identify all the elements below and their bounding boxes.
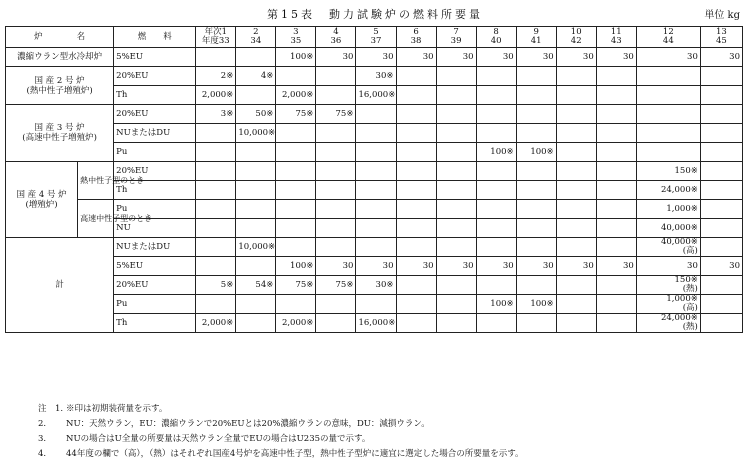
value-cell xyxy=(396,162,436,181)
value-cell xyxy=(316,143,356,162)
value-cell xyxy=(556,181,596,200)
value-cell: 30 xyxy=(636,48,700,67)
value-cell xyxy=(596,162,636,181)
value-cell xyxy=(556,143,596,162)
fiscal-year-label: 37 xyxy=(370,36,382,46)
value-cell xyxy=(476,219,516,238)
value-cell xyxy=(436,200,476,219)
value-cell xyxy=(276,124,316,143)
value-cell xyxy=(516,238,556,257)
value-cell xyxy=(596,295,636,314)
total-row xyxy=(6,276,743,295)
value-cell xyxy=(316,295,356,314)
value-cell xyxy=(236,200,276,219)
value-cell xyxy=(436,124,476,143)
year-header xyxy=(436,27,476,48)
value-cell xyxy=(316,181,356,200)
value-cell: 30 xyxy=(356,48,396,67)
fuel-cell: 5%EU xyxy=(114,48,196,67)
value-cell xyxy=(236,143,276,162)
note-number: 3. xyxy=(38,434,47,444)
note-text: ※印は初期装荷量を示す。 xyxy=(66,404,168,414)
value-cell: 2,000※ xyxy=(196,314,236,333)
value-cell xyxy=(516,86,556,105)
value-cell xyxy=(356,162,396,181)
value-cell: 100※ xyxy=(476,143,516,162)
value-cell xyxy=(516,314,556,333)
value-cell xyxy=(556,238,596,257)
value-cell: 30 xyxy=(700,48,742,67)
value-cell xyxy=(556,124,596,143)
value-cell: 100※ xyxy=(276,257,316,276)
value-cell: 75※ xyxy=(316,105,356,124)
value-cell xyxy=(700,67,742,86)
value-cell xyxy=(436,181,476,200)
year-header xyxy=(556,27,596,48)
value-cell xyxy=(436,238,476,257)
value-cell xyxy=(436,67,476,86)
value-cell: 75※ xyxy=(316,276,356,295)
year-header xyxy=(476,27,516,48)
table-row xyxy=(6,200,743,219)
year-header xyxy=(700,27,742,48)
fuel-cell: 5%EU xyxy=(114,257,196,276)
fuel-cell: 20%EU xyxy=(114,162,196,181)
fiscal-year-label: 年度33 xyxy=(201,36,230,46)
value-cell: 5※ xyxy=(196,276,236,295)
total-row xyxy=(6,314,743,333)
value-cell xyxy=(516,219,556,238)
value-cell: 30 xyxy=(596,257,636,276)
year-header xyxy=(596,27,636,48)
fuel-cell: Th xyxy=(114,314,196,333)
value-cell xyxy=(700,219,742,238)
value-cell: 30 xyxy=(556,257,596,276)
value-cell xyxy=(196,200,236,219)
value-cell xyxy=(196,124,236,143)
value-cell xyxy=(196,162,236,181)
value-cell xyxy=(196,181,236,200)
note-line xyxy=(38,402,524,417)
value-cell xyxy=(356,105,396,124)
fuel-cell: NU xyxy=(114,219,196,238)
value-cell xyxy=(700,105,742,124)
total-label: 計 xyxy=(6,238,114,333)
value-cell xyxy=(516,162,556,181)
table-row xyxy=(6,124,743,143)
fiscal-year-label: 36 xyxy=(330,36,342,46)
note-number: 4. xyxy=(38,449,47,459)
year-label: 12 xyxy=(662,27,674,37)
value-cell xyxy=(436,143,476,162)
value-cell xyxy=(436,105,476,124)
value-cell xyxy=(596,238,636,257)
value-cell xyxy=(596,67,636,86)
value-cell xyxy=(636,124,700,143)
note-text: NU：天然ウラン，EU：濃縮ウランで20%EUとは20%濃縮ウランの意味，DU：減損ウラン。 xyxy=(66,419,430,429)
value-cell: 40,000※ (高) xyxy=(636,238,700,257)
value-cell xyxy=(316,314,356,333)
value-cell xyxy=(700,276,742,295)
value-cell xyxy=(556,105,596,124)
fiscal-year-label: 45 xyxy=(716,36,727,46)
value-cell: 24,000※ (熱) xyxy=(636,314,700,333)
value-cell xyxy=(396,105,436,124)
year-header xyxy=(396,27,436,48)
value-cell xyxy=(596,181,636,200)
value-cell xyxy=(476,276,516,295)
total-row xyxy=(6,257,743,276)
year-label: 13 xyxy=(716,27,727,37)
note-text: 44年度の欄で（高），（熱）はそれぞれ国産4号炉を高速中性子型，熱中性子型炉に適宜に選定した場合の所要量を示す。 xyxy=(66,449,524,459)
year-header xyxy=(516,27,556,48)
table-title: 第15表 動力試験炉の燃料所要量 xyxy=(267,8,483,21)
value-cell xyxy=(276,162,316,181)
value-cell xyxy=(596,314,636,333)
notes xyxy=(38,402,524,462)
value-cell: 16,000※ xyxy=(356,314,396,333)
value-cell xyxy=(476,105,516,124)
value-cell: 30 xyxy=(636,257,700,276)
value-cell: 30※ xyxy=(356,276,396,295)
fuel-cell: Pu xyxy=(114,295,196,314)
value-cell xyxy=(636,143,700,162)
value-cell xyxy=(396,314,436,333)
fiscal-year-label: 38 xyxy=(410,36,422,46)
value-cell xyxy=(396,143,436,162)
value-cell xyxy=(596,105,636,124)
value-cell xyxy=(436,86,476,105)
value-cell: 30 xyxy=(436,48,476,67)
year-label: 10 xyxy=(570,27,582,37)
fiscal-year-label: 35 xyxy=(290,36,302,46)
value-cell xyxy=(396,124,436,143)
value-cell: 2,000※ xyxy=(276,86,316,105)
value-cell xyxy=(356,200,396,219)
value-cell xyxy=(596,86,636,105)
note-line xyxy=(38,417,524,432)
value-cell: 2,000※ xyxy=(276,314,316,333)
reactor-name: 国 産 3 号 炉 (高速中性子増殖炉) xyxy=(6,105,114,162)
fuel-cell: Th xyxy=(114,181,196,200)
year-header xyxy=(356,27,396,48)
year-header xyxy=(636,27,700,48)
value-cell xyxy=(556,219,596,238)
value-cell xyxy=(700,200,742,219)
value-cell xyxy=(276,200,316,219)
value-cell: 30 xyxy=(516,48,556,67)
value-cell xyxy=(356,181,396,200)
value-cell xyxy=(276,181,316,200)
value-cell: 100※ xyxy=(476,295,516,314)
value-cell xyxy=(276,67,316,86)
table-row xyxy=(6,86,743,105)
value-cell xyxy=(476,200,516,219)
value-cell xyxy=(196,219,236,238)
fiscal-year-label: 40 xyxy=(490,36,502,46)
value-cell: 30 xyxy=(356,257,396,276)
value-cell xyxy=(516,276,556,295)
value-cell xyxy=(556,295,596,314)
value-cell: 30 xyxy=(316,48,356,67)
value-cell xyxy=(700,314,742,333)
value-cell xyxy=(476,67,516,86)
fiscal-year-label: 43 xyxy=(610,36,622,46)
value-cell xyxy=(196,238,236,257)
value-cell: 30 xyxy=(436,257,476,276)
thermal-type-label: 熱中性子型のとき xyxy=(78,162,114,200)
value-cell xyxy=(700,181,742,200)
value-cell: 30 xyxy=(396,48,436,67)
value-cell xyxy=(236,219,276,238)
value-cell xyxy=(316,238,356,257)
value-cell xyxy=(596,143,636,162)
value-cell: 100※ xyxy=(276,48,316,67)
value-cell: 150※ xyxy=(636,162,700,181)
value-cell xyxy=(236,86,276,105)
value-cell xyxy=(556,86,596,105)
value-cell xyxy=(516,200,556,219)
fiscal-year-label: 34 xyxy=(250,36,262,46)
value-cell xyxy=(236,181,276,200)
value-cell xyxy=(196,48,236,67)
year-header xyxy=(236,27,276,48)
value-cell xyxy=(196,143,236,162)
year-label: 2 xyxy=(253,27,259,37)
fuel-cell: NUまたはDU xyxy=(114,238,196,257)
value-cell xyxy=(636,86,700,105)
value-cell xyxy=(396,67,436,86)
fiscal-year-label: 42 xyxy=(570,36,582,46)
fuel-cell: 20%EU xyxy=(114,276,196,295)
value-cell: 30 xyxy=(596,48,636,67)
value-cell: 50※ xyxy=(236,105,276,124)
reactor-header: 炉 名 xyxy=(6,27,114,48)
value-cell: 10,000※ xyxy=(236,124,276,143)
value-cell: 30 xyxy=(556,48,596,67)
value-cell xyxy=(276,295,316,314)
note-text: NUの場合はU全量の所要量は天然ウラン全量でEUの場合はU235の量で示す。 xyxy=(66,434,371,444)
value-cell xyxy=(476,181,516,200)
value-cell: 75※ xyxy=(276,276,316,295)
value-cell xyxy=(596,219,636,238)
value-cell xyxy=(356,143,396,162)
value-cell xyxy=(476,162,516,181)
value-cell: 30 xyxy=(476,257,516,276)
value-cell xyxy=(700,238,742,257)
value-cell xyxy=(556,314,596,333)
year-label: 3 xyxy=(293,27,299,37)
fiscal-year-label: 41 xyxy=(530,36,542,46)
value-cell xyxy=(356,238,396,257)
year-header xyxy=(316,27,356,48)
reactor-name: 濃縮ウラン型水冷却炉 xyxy=(6,48,114,67)
value-cell xyxy=(476,314,516,333)
value-cell: 2,000※ xyxy=(196,86,236,105)
value-cell xyxy=(356,219,396,238)
value-cell xyxy=(436,219,476,238)
value-cell xyxy=(316,86,356,105)
value-cell xyxy=(236,295,276,314)
table-row xyxy=(6,67,743,86)
value-cell: 100※ xyxy=(516,295,556,314)
note-line xyxy=(38,432,524,447)
value-cell: 30 xyxy=(476,48,516,67)
value-cell: 16,000※ xyxy=(356,86,396,105)
note-line xyxy=(38,447,524,462)
value-cell xyxy=(700,295,742,314)
value-cell xyxy=(476,86,516,105)
value-cell xyxy=(356,295,396,314)
fuel-header: 燃 料 xyxy=(114,27,196,48)
value-cell xyxy=(556,276,596,295)
value-cell xyxy=(396,86,436,105)
note-number: 2. xyxy=(38,419,47,429)
value-cell: 30 xyxy=(396,257,436,276)
value-cell: 30 xyxy=(700,257,742,276)
value-cell xyxy=(316,200,356,219)
value-cell xyxy=(276,219,316,238)
value-cell xyxy=(236,48,276,67)
value-cell xyxy=(396,276,436,295)
value-cell xyxy=(476,238,516,257)
value-cell: 10,000※ xyxy=(236,238,276,257)
table-row xyxy=(6,48,743,67)
value-cell xyxy=(556,67,596,86)
total-row xyxy=(6,295,743,314)
year-header xyxy=(276,27,316,48)
reactor-name: 国 産 4 号 炉 (増殖炉) xyxy=(6,162,78,238)
value-cell xyxy=(700,143,742,162)
fuel-cell: NUまたはDU xyxy=(114,124,196,143)
total-row xyxy=(6,238,743,257)
value-cell xyxy=(396,238,436,257)
value-cell xyxy=(476,124,516,143)
unit-label: 単位 kg xyxy=(704,10,740,21)
table-row xyxy=(6,143,743,162)
value-cell: 75※ xyxy=(276,105,316,124)
value-cell xyxy=(316,219,356,238)
value-cell xyxy=(636,105,700,124)
value-cell xyxy=(236,314,276,333)
fuel-requirement-table xyxy=(5,26,743,333)
value-cell xyxy=(396,181,436,200)
value-cell xyxy=(196,257,236,276)
note-number: 注 1. xyxy=(38,404,64,414)
value-cell: 3※ xyxy=(196,105,236,124)
value-cell: 30 xyxy=(316,257,356,276)
value-cell: 1,000※ xyxy=(636,200,700,219)
value-cell xyxy=(636,67,700,86)
fuel-cell: Pu xyxy=(114,143,196,162)
year-label: 6 xyxy=(413,27,419,37)
year-label: 9 xyxy=(533,27,539,37)
value-cell xyxy=(596,200,636,219)
year-label: 11 xyxy=(610,27,622,37)
fuel-cell: Th xyxy=(114,86,196,105)
value-cell xyxy=(436,276,476,295)
value-cell: 40,000※ xyxy=(636,219,700,238)
year-label: 5 xyxy=(373,27,379,37)
fiscal-year-label: 44 xyxy=(662,36,674,46)
value-cell xyxy=(196,295,236,314)
fuel-cell: 20%EU xyxy=(114,67,196,86)
value-cell: 30※ xyxy=(356,67,396,86)
value-cell: 150※ (熱) xyxy=(636,276,700,295)
year-header xyxy=(196,27,236,48)
value-cell xyxy=(316,162,356,181)
value-cell xyxy=(276,143,316,162)
value-cell: 30 xyxy=(516,257,556,276)
year-label: 4 xyxy=(333,27,339,37)
table-row xyxy=(6,105,743,124)
value-cell: 2※ xyxy=(196,67,236,86)
value-cell: 100※ xyxy=(516,143,556,162)
value-cell xyxy=(436,295,476,314)
value-cell: 4※ xyxy=(236,67,276,86)
reactor-name: 国 産 2 号 炉 (熱中性子増殖炉) xyxy=(6,67,114,105)
header-row xyxy=(6,27,743,48)
value-cell xyxy=(516,67,556,86)
value-cell xyxy=(396,200,436,219)
value-cell: 24,000※ xyxy=(636,181,700,200)
value-cell xyxy=(700,124,742,143)
value-cell xyxy=(436,162,476,181)
value-cell xyxy=(516,124,556,143)
fuel-cell: Pu xyxy=(114,200,196,219)
value-cell xyxy=(700,162,742,181)
year-label: 7 xyxy=(453,27,459,37)
value-cell xyxy=(236,257,276,276)
value-cell xyxy=(396,219,436,238)
value-cell xyxy=(316,67,356,86)
value-cell xyxy=(596,124,636,143)
value-cell: 54※ xyxy=(236,276,276,295)
fiscal-year-label: 39 xyxy=(450,36,462,46)
value-cell: 1,000※ (高) xyxy=(636,295,700,314)
table-row xyxy=(6,162,743,181)
value-cell xyxy=(700,86,742,105)
value-cell xyxy=(236,162,276,181)
value-cell xyxy=(316,124,356,143)
year-label: 8 xyxy=(493,27,499,37)
value-cell xyxy=(556,162,596,181)
value-cell xyxy=(396,295,436,314)
value-cell xyxy=(516,181,556,200)
value-cell xyxy=(436,314,476,333)
year-label: 年次1 xyxy=(204,27,227,37)
fuel-cell: 20%EU xyxy=(114,105,196,124)
fast-type-label: 高速中性子型のとき xyxy=(78,200,114,238)
value-cell xyxy=(356,124,396,143)
value-cell xyxy=(556,200,596,219)
value-cell xyxy=(596,276,636,295)
value-cell xyxy=(516,105,556,124)
value-cell xyxy=(276,238,316,257)
